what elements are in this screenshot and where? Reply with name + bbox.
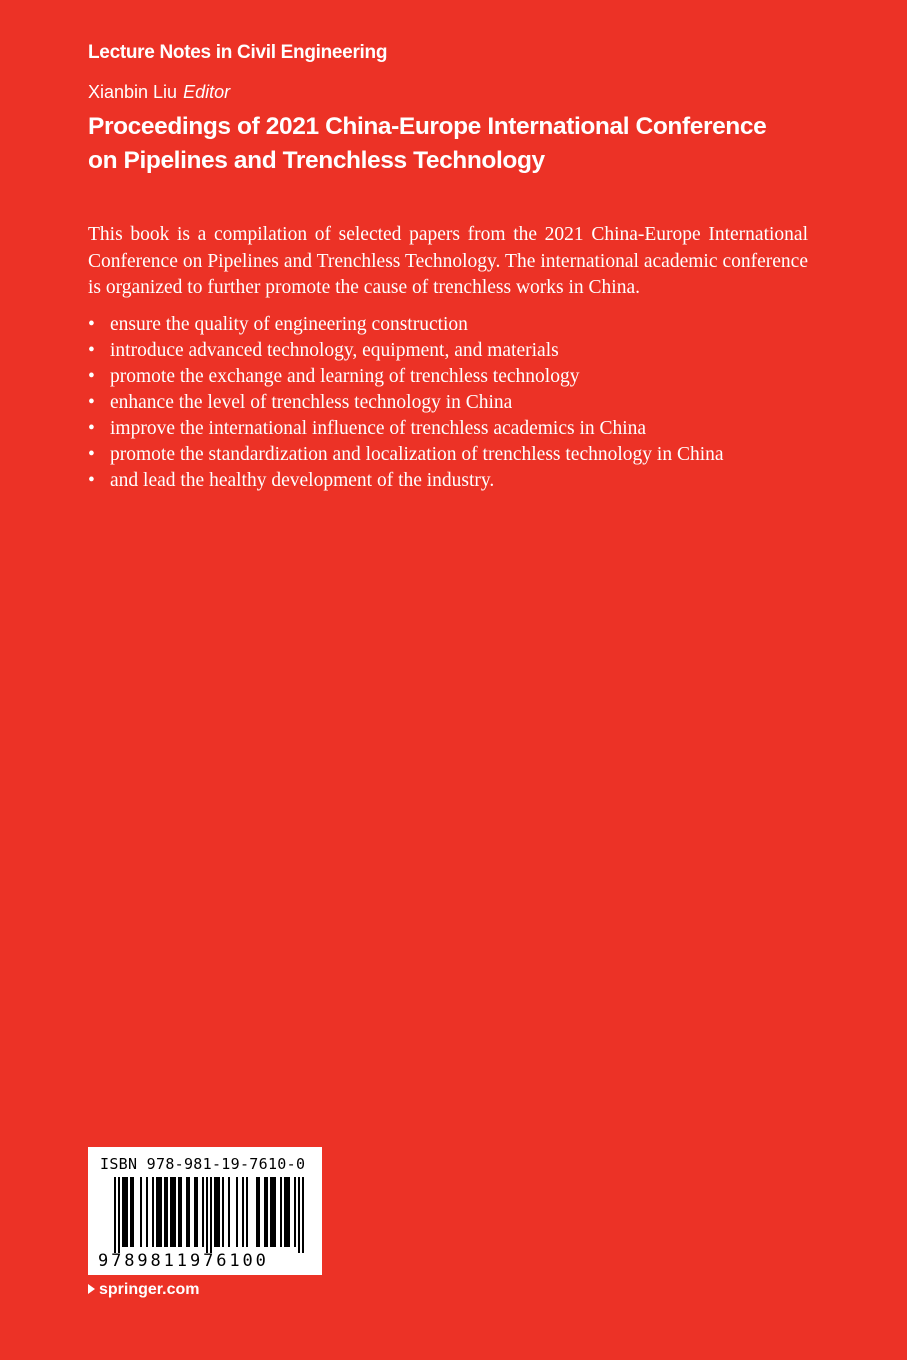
bullet-icon: •	[88, 314, 95, 335]
barcode-bar	[156, 1177, 158, 1247]
series-name: Lecture Notes in Civil Engineering	[88, 42, 388, 63]
barcode-bar	[164, 1177, 166, 1247]
barcode-bar	[160, 1177, 162, 1247]
barcode-bar	[246, 1177, 248, 1247]
barcode-bar	[294, 1177, 296, 1247]
barcode-bar	[114, 1177, 116, 1253]
editor-name: Xianbin Liu	[88, 82, 178, 102]
list-item	[88, 468, 828, 494]
barcode-bar	[286, 1177, 288, 1247]
book-title-line: Proceedings of 2021 China-Europe International Conference	[88, 113, 767, 140]
barcode-bar	[222, 1177, 224, 1247]
barcode-bar	[166, 1177, 168, 1247]
bullet-icon: •	[88, 340, 95, 361]
barcode-bar	[258, 1177, 260, 1247]
barcode-bar	[218, 1177, 220, 1247]
isbn-barcode	[88, 1147, 322, 1275]
barcode-bar	[126, 1177, 128, 1247]
barcode-bar	[188, 1177, 190, 1247]
isbn-text: ISBN 978-981-19-7610-0	[100, 1155, 306, 1173]
barcode-bar	[206, 1177, 208, 1253]
barcode-bar	[288, 1177, 290, 1247]
barcode-bar	[196, 1177, 198, 1247]
list-item-text: promote the exchange and learning of trenchless technology	[110, 366, 580, 387]
publisher-link-text: springer.com	[99, 1281, 200, 1298]
barcode-bar	[302, 1177, 304, 1253]
list-item	[88, 416, 828, 442]
list-item-text: promote the standardization and localization of trenchless technology in China	[110, 444, 724, 465]
bullet-icon: •	[88, 444, 95, 465]
list-item-text: improve the international influence of trenchless academics in China	[110, 418, 647, 439]
editor-line	[88, 82, 230, 103]
barcode-bar	[214, 1177, 216, 1247]
barcode-bar	[210, 1177, 212, 1253]
barcode-bar	[152, 1177, 154, 1247]
bullet-icon: •	[88, 418, 95, 439]
barcode-bar	[236, 1177, 238, 1247]
list-item	[88, 312, 828, 338]
barcode-bar	[202, 1177, 204, 1247]
list-item-text: ensure the quality of engineering construction	[110, 314, 468, 335]
barcode-bar	[178, 1177, 180, 1247]
list-item	[88, 390, 828, 416]
barcode-bar	[170, 1177, 172, 1247]
barcode-bar	[264, 1177, 266, 1247]
arrow-right-icon	[88, 1284, 95, 1294]
barcode-bar	[140, 1177, 142, 1247]
barcode-bar	[172, 1177, 174, 1247]
book-title-line: on Pipelines and Trenchless Technology	[88, 147, 545, 174]
list-item-text: and lead the healthy development of the industry.	[110, 470, 495, 491]
blurb-paragraph: This book is a compilation of selected papers from the 2021 China-Europe International Conference on Pipelines and Trenchless Technology. The international academic conference is organized to further promote the cause of trenchless works in China.	[88, 224, 808, 298]
barcode-bar	[118, 1177, 120, 1253]
barcode-bar	[242, 1177, 244, 1247]
barcode-bar	[132, 1177, 134, 1247]
barcode-bar	[216, 1177, 218, 1247]
barcode-bar	[256, 1177, 258, 1247]
list-item	[88, 442, 828, 468]
list-item-text: introduce advanced technology, equipment, and materials	[110, 340, 559, 361]
list-item	[88, 338, 828, 364]
bullet-icon: •	[88, 470, 95, 491]
barcode-bar	[272, 1177, 274, 1247]
barcode-bar	[146, 1177, 148, 1247]
barcode-bar	[266, 1177, 268, 1247]
barcode-bar	[280, 1177, 282, 1247]
bullet-icon: •	[88, 392, 95, 413]
barcode-bar	[124, 1177, 126, 1247]
barcode-bar	[180, 1177, 182, 1247]
publisher-link[interactable]	[88, 1281, 199, 1299]
ean-digits: 9789811976100	[98, 1251, 269, 1271]
list-item-text: enhance the level of trenchless technology in China	[110, 392, 513, 413]
barcode-bar	[158, 1177, 160, 1247]
barcode-bar	[270, 1177, 272, 1247]
bullet-icon: •	[88, 366, 95, 387]
bullet-list	[88, 312, 828, 494]
barcode-bar	[284, 1177, 286, 1247]
editor-role: Editor	[183, 82, 231, 102]
barcode-bar	[122, 1177, 124, 1247]
barcode-bar	[298, 1177, 300, 1253]
barcode-bar	[174, 1177, 176, 1247]
barcode-bar	[130, 1177, 132, 1247]
list-item	[88, 364, 828, 390]
book-title	[88, 110, 848, 178]
barcode-bar	[186, 1177, 188, 1247]
barcode-bar	[228, 1177, 230, 1247]
barcode-bar	[274, 1177, 276, 1247]
barcode-bar	[194, 1177, 196, 1247]
